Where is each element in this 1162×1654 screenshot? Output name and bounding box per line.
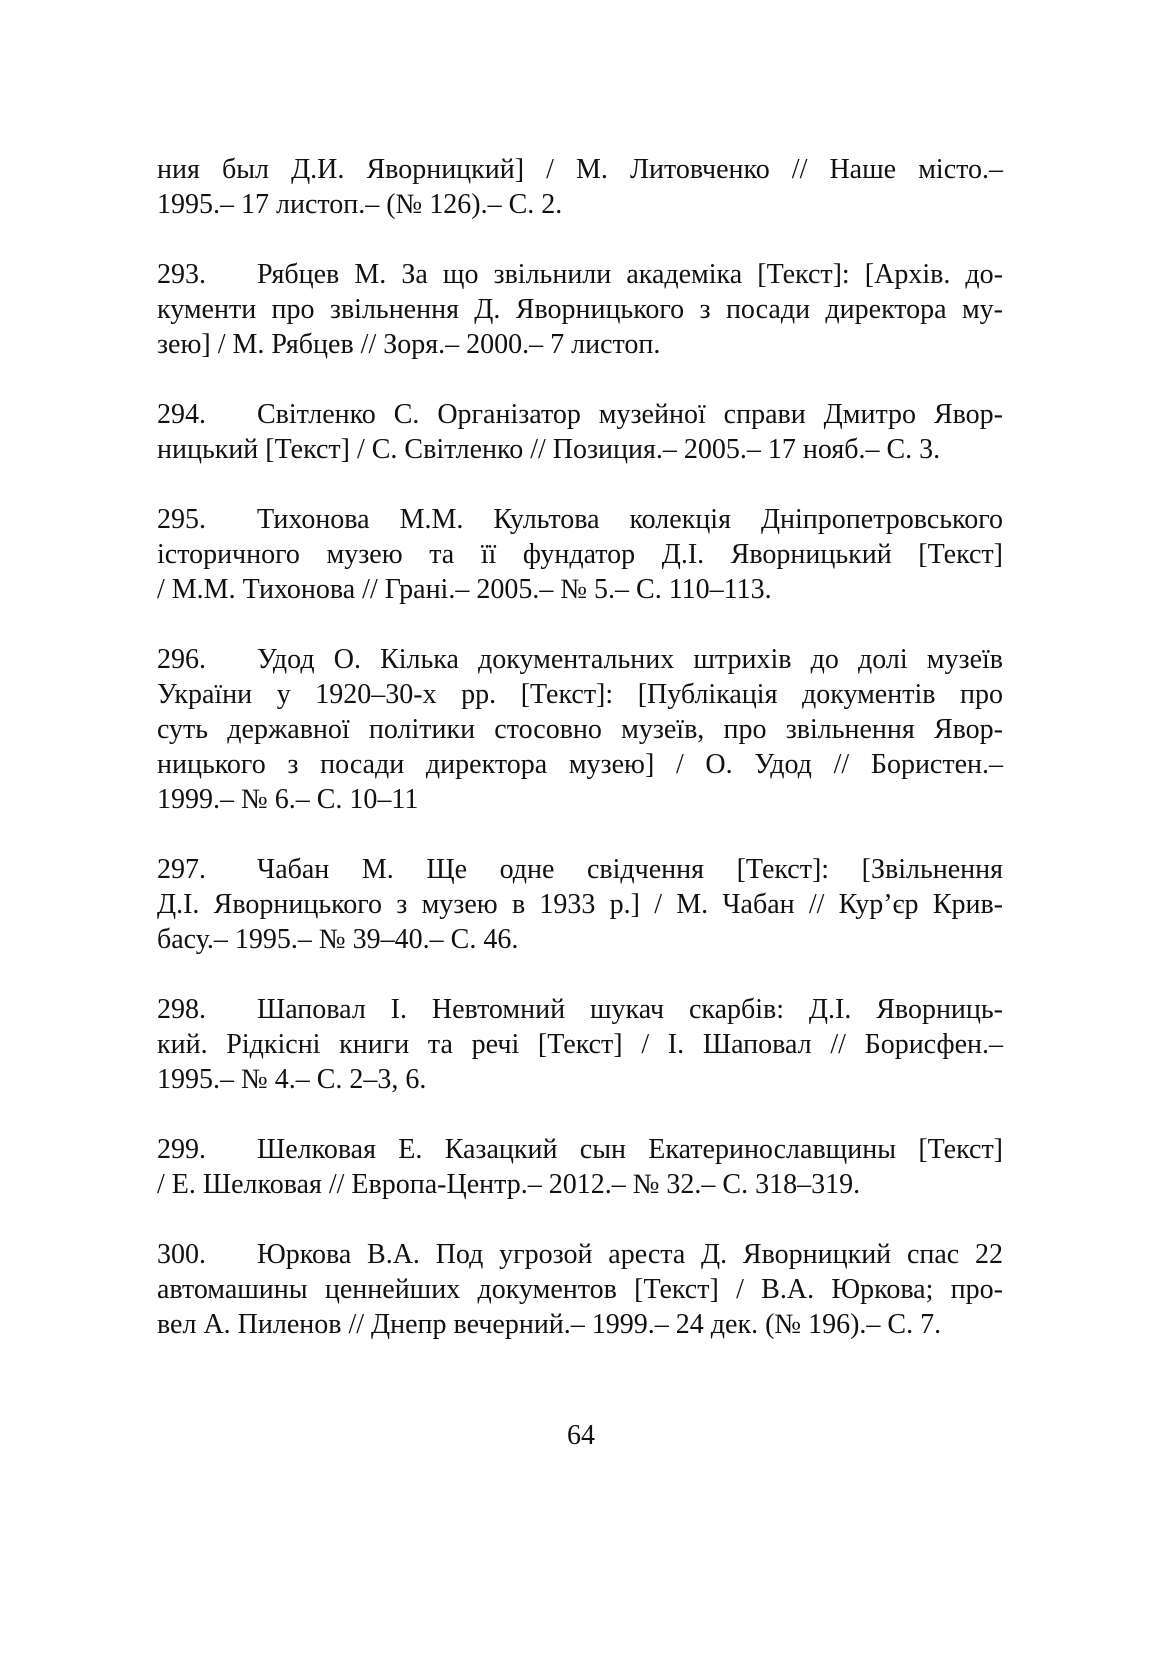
bibliography-entry-continued xyxy=(157,152,1003,222)
entry-line-text: Удод О. Кілька документальних штрихів до долі музеїв xyxy=(257,644,1003,675)
entry-line: України у 1920–30-х рр. [Текст]: [Публікація документів про xyxy=(157,679,1003,710)
entry-first-line xyxy=(157,1237,1003,1272)
entry-line: кий. Рідкісні книги та речі [Текст] / І. Шаповал // Борисфен.– xyxy=(157,1029,1003,1060)
entry-line: 1995.– 17 листоп.– (№ 126).– С. 2. xyxy=(157,189,563,220)
entry-number: 294. xyxy=(157,399,206,430)
entry-line-text: Шелковая Е. Казацкий сын Екатеринославщины [Текст] xyxy=(257,1134,1003,1165)
entry-line: / Е. Шелковая // Европа-Центр.– 2012.– № 32.– С. 318–319. xyxy=(157,1169,861,1200)
entry-line: басу.– 1995.– № 39–40.– С. 46. xyxy=(157,924,519,955)
entry-gap xyxy=(157,817,1003,852)
entry-line-text: Світленко С. Організатор музейної справи Дмитро Явор- xyxy=(257,399,1003,430)
entry-first-line xyxy=(157,502,1003,537)
entry-gap xyxy=(157,467,1003,502)
entry-number: 293. xyxy=(157,259,206,290)
entry-gap xyxy=(157,1097,1003,1132)
entry-line: 1999.– № 6.– С. 10–11 xyxy=(157,784,419,815)
entry-first-line xyxy=(157,642,1003,677)
entry-line-text: Тихонова М.М. Культова колекція Дніпропетровського xyxy=(257,504,1003,535)
entry-line-text: Рябцев М. За що звільнили академіка [Текст]: [Архів. до- xyxy=(257,259,1003,290)
entry-line: Д.І. Яворницького з музею в 1933 р.] / М. Чабан // Кур’єр Крив- xyxy=(157,889,1003,920)
entry-line: ницький [Текст] / С. Світленко // Позиция.– 2005.– 17 нояб.– С. 3. xyxy=(157,434,941,465)
entry-line: 1995.– № 4.– С. 2–3, 6. xyxy=(157,1064,427,1095)
bibliography-list xyxy=(157,152,1003,1342)
entry-line-text: Юркова В.А. Под угрозой ареста Д. Яворницкий спас 22 xyxy=(257,1239,1003,1270)
entry-first-line xyxy=(157,992,1003,1027)
entry-gap xyxy=(157,607,1003,642)
bibliography-entry-294 xyxy=(157,397,1003,467)
bibliography-entry-299 xyxy=(157,1132,1003,1202)
entry-line: історичного музею та її фундатор Д.І. Яворницький [Текст] xyxy=(157,539,1003,570)
entry-first-line xyxy=(157,257,1003,292)
entry-line: суть державної політики стосовно музеїв, про звільнення Явор- xyxy=(157,714,1003,745)
entry-gap xyxy=(157,957,1003,992)
entry-line: ния был Д.И. Яворницкий] / М. Литовченко // Наше місто.– xyxy=(157,154,1003,185)
entry-line: вел А. Пиленов // Днепр вечерний.– 1999.– 24 дек. (№ 196).– С. 7. xyxy=(157,1309,942,1340)
bibliography-entry-300 xyxy=(157,1237,1003,1342)
entry-number: 296. xyxy=(157,644,206,675)
entry-first-line xyxy=(157,852,1003,887)
entry-line: ницького з посади директора музею] / О. Удод // Бористен.– xyxy=(157,749,1003,780)
entry-line: автомашины ценнейших документов [Текст] / В.А. Юркова; про- xyxy=(157,1274,1003,1305)
entry-line-text: Чабан М. Ще одне свідчення [Текст]: [Звільнення xyxy=(257,854,1003,885)
entry-number: 297. xyxy=(157,854,206,885)
entry-number: 295. xyxy=(157,504,206,535)
bibliography-entry-298 xyxy=(157,992,1003,1097)
entry-first-line xyxy=(157,397,1003,432)
entry-line: зею] / М. Рябцев // Зоря.– 2000.– 7 листоп. xyxy=(157,329,661,360)
bibliography-entry-297 xyxy=(157,852,1003,957)
entry-number: 298. xyxy=(157,994,206,1025)
entry-number: 300. xyxy=(157,1239,206,1270)
page-number: 64 xyxy=(567,1420,595,1451)
entry-gap xyxy=(157,1202,1003,1237)
entry-gap xyxy=(157,222,1003,257)
entry-number: 299. xyxy=(157,1134,206,1165)
entry-gap xyxy=(157,362,1003,397)
bibliography-entry-296 xyxy=(157,642,1003,817)
entry-line: / М.М. Тихонова // Грані.– 2005.– № 5.– С. 110–113. xyxy=(157,574,772,605)
entry-line-text: Шаповал І. Невтомний шукач скарбів: Д.І. Яворниць- xyxy=(257,994,1003,1025)
entry-line: кументи про звільнення Д. Яворницького з посади директора му- xyxy=(157,294,1003,325)
bibliography-entry-293 xyxy=(157,257,1003,362)
bibliography-entry-295 xyxy=(157,502,1003,607)
entry-first-line xyxy=(157,1132,1003,1167)
